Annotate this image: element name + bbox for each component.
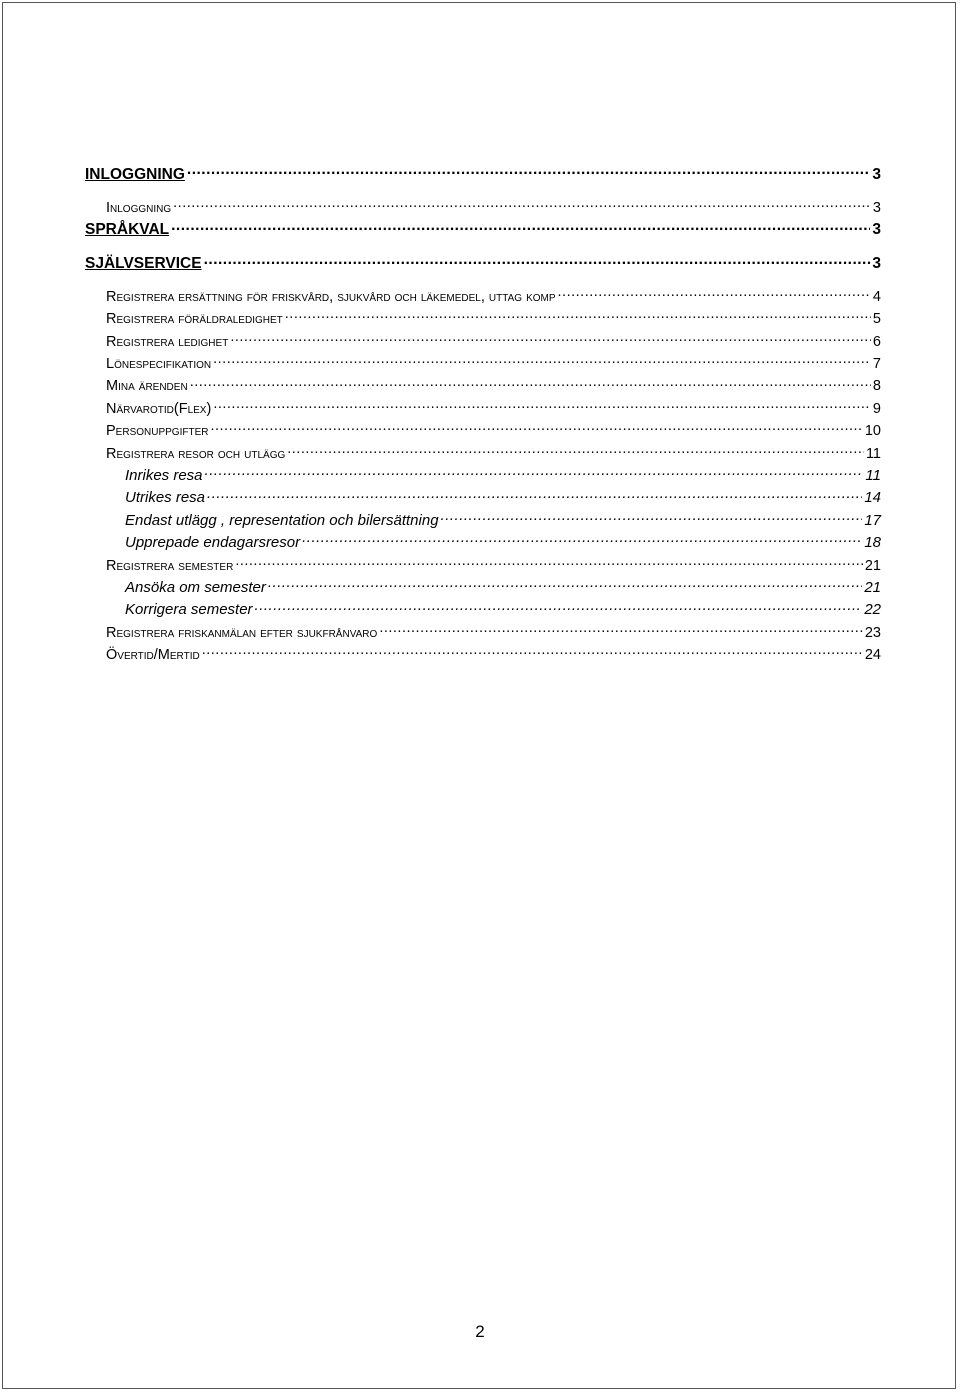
toc-entry-page: 14 (864, 489, 881, 507)
toc-entry-page: 21 (864, 578, 881, 596)
toc-entry-title: INLOGGNING (85, 165, 185, 183)
toc-entry-page: 3 (872, 254, 881, 272)
toc-entry-title: Övertid/Mertid (106, 647, 200, 664)
toc-entry-page: 17 (864, 511, 881, 529)
toc-leader-dots (235, 555, 863, 570)
toc-leader-dots (173, 197, 871, 212)
toc-entry-page: 22 (864, 601, 881, 619)
toc-entry[interactable] (85, 487, 881, 509)
toc-entry-page: 7 (872, 356, 881, 373)
toc-entry-page: 24 (864, 647, 881, 664)
toc-entry-title: Korrigera semester (125, 601, 253, 619)
toc-entry-title: Registrera semester (106, 557, 234, 574)
toc-entry-page: 8 (872, 378, 881, 395)
toc-leader-dots (379, 622, 863, 637)
toc-leader-dots (187, 163, 870, 179)
toc-entry-title: Närvarotid(Flex) (106, 400, 212, 417)
toc-entry[interactable] (85, 286, 881, 308)
toc-leader-dots (207, 487, 862, 502)
toc-entry-page: 3 (872, 165, 881, 183)
toc-leader-dots (302, 532, 862, 547)
toc-entry-page: 5 (872, 311, 881, 328)
toc-entry[interactable] (85, 510, 881, 532)
toc-entry-page: 11 (865, 467, 881, 485)
toc-leader-dots (171, 219, 870, 235)
toc-leader-dots (202, 645, 863, 660)
toc-entry-title: Registrera ersättning för friskvård, sjukvård och läkemedel, uttag komp (106, 288, 556, 305)
toc-entry-title: Ansöka om semester (125, 578, 266, 596)
toc-entry[interactable] (85, 644, 881, 666)
toc-entry-title: Inrikes resa (125, 467, 203, 485)
toc-entry-page: 3 (872, 221, 881, 239)
toc-entry-page: 23 (864, 624, 881, 641)
toc-entry-title: Utrikes resa (125, 489, 206, 507)
toc-leader-dots (204, 252, 871, 268)
table-of-contents (85, 163, 881, 667)
toc-entry[interactable] (85, 353, 881, 375)
toc-entry-title: Mina ärenden (106, 378, 188, 395)
toc-leader-dots (190, 376, 871, 391)
toc-leader-dots (205, 465, 864, 480)
toc-entry[interactable] (85, 532, 881, 554)
toc-entry[interactable] (85, 308, 881, 330)
toc-entry[interactable] (85, 577, 881, 599)
toc-entry[interactable] (85, 420, 881, 442)
document-page (2, 2, 956, 1389)
toc-entry-title: Endast utlägg , representation och bilersättning (125, 511, 439, 529)
toc-entry-title: Registrera friskanmälan efter sjukfrånvaro (106, 624, 378, 641)
toc-entry-page: 10 (864, 423, 881, 440)
page-number: 2 (475, 1322, 485, 1341)
toc-entry-page: 6 (872, 333, 881, 350)
toc-entry-page: 3 (872, 199, 881, 216)
toc-entry[interactable] (85, 163, 881, 197)
toc-entry[interactable] (85, 622, 881, 644)
toc-entry[interactable] (85, 331, 881, 353)
toc-entry-page: 9 (872, 400, 881, 417)
toc-entry-title: Registrera föräldraledighet (106, 311, 283, 328)
toc-leader-dots (230, 331, 871, 346)
toc-leader-dots (255, 599, 863, 614)
toc-entry[interactable] (85, 398, 881, 420)
toc-leader-dots (287, 443, 864, 458)
toc-entry-page: 4 (872, 288, 881, 305)
toc-leader-dots (268, 577, 862, 592)
toc-entry-title: Lönespecifikation (106, 356, 212, 373)
toc-entry-title: SPRÅKVAL (85, 221, 170, 239)
toc-leader-dots (210, 421, 862, 436)
toc-leader-dots (441, 510, 863, 525)
toc-entry-title: Upprepade endagarsresor (125, 534, 301, 552)
toc-entry[interactable] (85, 219, 881, 253)
toc-leader-dots (285, 309, 871, 324)
toc-leader-dots (558, 286, 871, 301)
toc-entry[interactable] (85, 443, 881, 465)
toc-entry-title: SJÄLVSERVICE (85, 254, 202, 272)
toc-entry[interactable] (85, 375, 881, 397)
toc-entry-title: Inloggning (106, 199, 172, 216)
toc-entry-title: Registrera resor och utlägg (106, 445, 286, 462)
toc-entry-title: Personuppgifter (106, 423, 209, 440)
toc-entry-title: Registrera ledighet (106, 333, 229, 350)
toc-entry-page: 18 (864, 534, 881, 552)
toc-leader-dots (213, 354, 871, 369)
toc-entry[interactable] (85, 555, 881, 577)
toc-entry[interactable] (85, 197, 881, 219)
toc-entry[interactable] (85, 599, 881, 621)
toc-leader-dots (213, 398, 871, 413)
toc-entry[interactable] (85, 252, 881, 286)
toc-entry-page: 21 (864, 557, 881, 574)
toc-entry-page: 11 (865, 445, 881, 462)
toc-entry[interactable] (85, 465, 881, 487)
